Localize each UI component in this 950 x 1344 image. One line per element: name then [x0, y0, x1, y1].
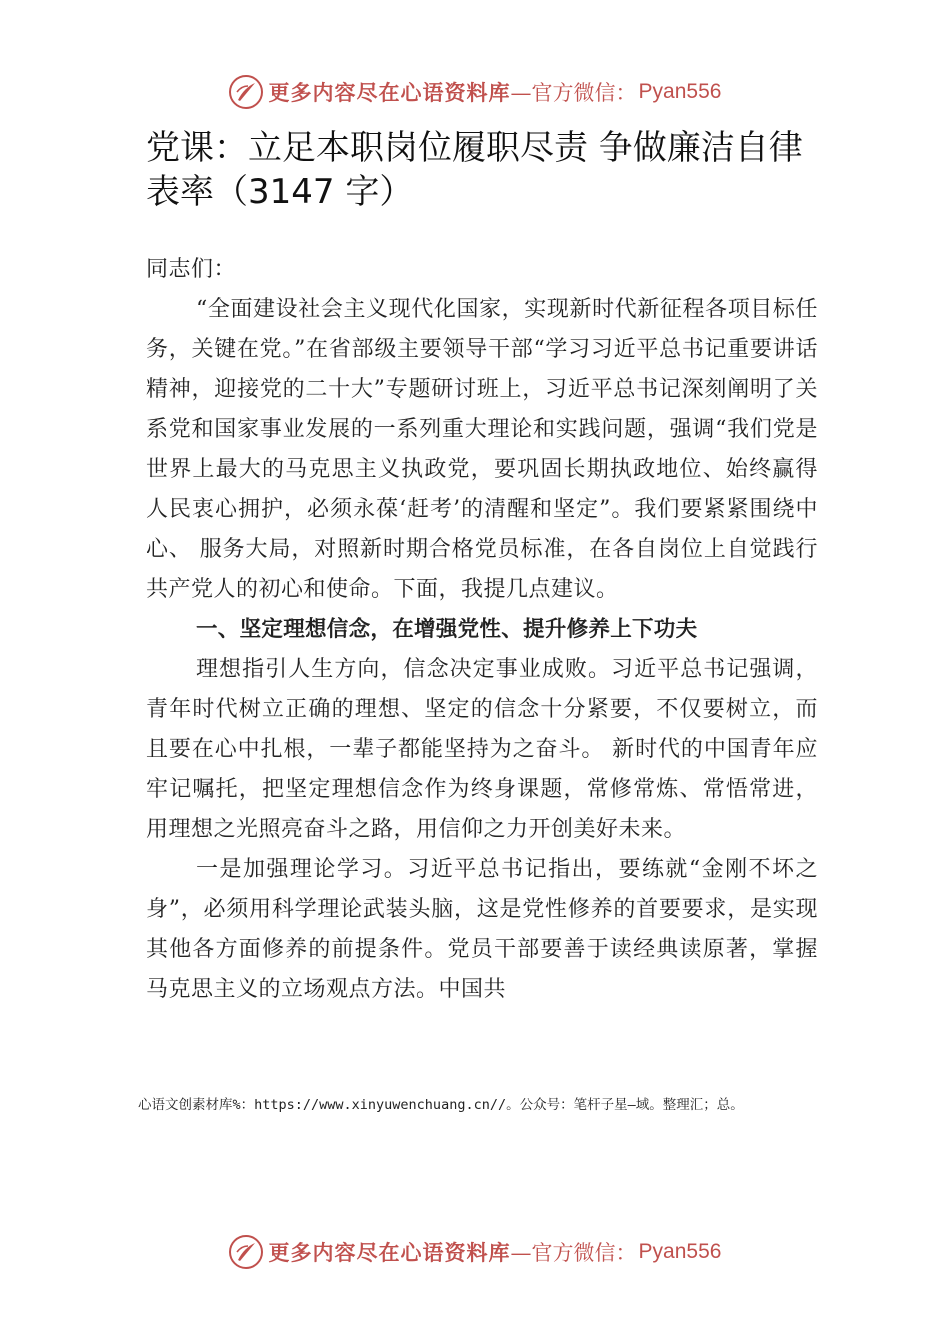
paragraph-ideals: 理想指引人生方向，信念决定事业成败。习近平总书记强调，青年时代树立正确的理想、坚定的信念十分紧要，不仅要树立，而且要在心中扎根，一辈子都能坚持为之奋斗。 新时代的中国青年应牢记嘱托，把坚定理想信念作为终身课题，常修常炼、常悟常进，用理想之光照亮奋斗之路，用信仰之力开创美好未来。 [146, 657, 818, 842]
banner-wechat-id: Pyan556 [638, 80, 722, 103]
brush-logo-icon [229, 1235, 263, 1269]
banner-sub-text: —官方微信： [510, 1241, 637, 1265]
header-banner [0, 70, 950, 114]
section-heading: 一、坚定理想信念，在增强党性、提升修养上下功夫 [196, 617, 698, 642]
salutation: 同志们： [146, 257, 237, 282]
banner-wechat-id: Pyan556 [638, 1240, 722, 1263]
document-title: 党课：立足本职岗位履职尽责 争做廉洁自律表率（3147 字） [146, 128, 803, 212]
source-footnote: 心语文创素材库%：https://www.xinyuwenchuang.cn//。公众号：笔杆子星—域。整理汇；总。 [138, 1097, 744, 1113]
footer-banner [0, 1230, 950, 1274]
banner-main-text: 更多内容尽在心语资料库 [268, 1240, 511, 1265]
banner-sub-text: —官方微信： [510, 81, 637, 105]
document-body [146, 250, 818, 1010]
banner-main-text: 更多内容尽在心语资料库 [268, 80, 511, 105]
paragraph-theory-study: 一是加强理论学习。习近平总书记指出，要练就“金刚不坏之身”，必须用科学理论武装头脑，这是党性修养的首要要求，是实现其他各方面修养的前提条件。党员干部要善于读经典读原著，掌握马克思主义的立场观点方法。中国共 [146, 857, 818, 1002]
brush-logo-icon [229, 75, 263, 109]
paragraph-intro: “全面建设社会主义现代化国家，实现新时代新征程各项目标任务，关键在党。”在省部级主要领导干部“学习习近平总书记重要讲话精神，迎接党的二十大”专题研讨班上，习近平总书记深刻阐明了关系党和国家事业发展的一系列重大理论和实践问题，强调“我们党是世界上最大的马克思主义执政党，要巩固长期执政地位、始终赢得人民衷心拥护，必须永葆‘赶考’的清醒和坚定”。我们要紧紧围绕中心、 服务大局，对照新时期合格党员标准，在各自岗位上自觉践行共产党人的初心和使命。下面，我提几点建议。 [146, 297, 818, 602]
